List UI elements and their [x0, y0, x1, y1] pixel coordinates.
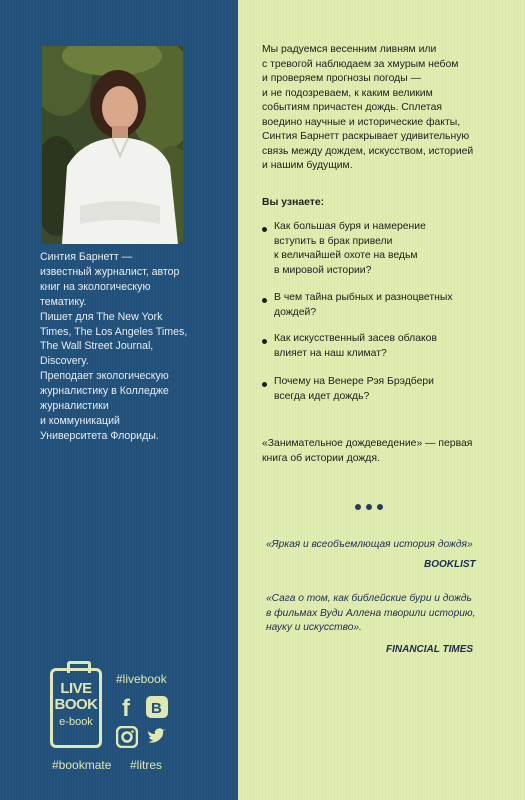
vk-icon[interactable] — [146, 696, 168, 718]
bio-line: Университета Флориды. — [40, 429, 159, 442]
bio-line: Times, The Los Angeles Times, — [40, 325, 188, 338]
publisher-brand — [50, 660, 190, 780]
bullet-dot — [262, 382, 267, 387]
livebook-hashtag[interactable]: #livebook — [116, 672, 167, 686]
learn-item-line: в мировой истории? — [274, 264, 372, 276]
intro-line: Мы радуемся весенним ливням или — [262, 44, 437, 55]
bio-line: и коммуникаций — [40, 414, 120, 427]
bullet-dot — [262, 298, 267, 303]
author-bio — [40, 250, 220, 444]
ornament-dot — [377, 504, 383, 510]
bio-line: Discovery. — [40, 355, 89, 368]
quote-line: науку и искусство». — [266, 622, 362, 633]
learn-item-line: всегда идет дождь? — [274, 390, 370, 402]
learn-item — [274, 291, 453, 320]
ornament-dots — [355, 497, 395, 505]
intro-line: и проверяем прогнозы погоды — — [262, 73, 421, 84]
logo-line-book: BOOK — [54, 696, 98, 713]
quote-financial-times — [266, 592, 475, 636]
author-photo — [42, 46, 183, 244]
closing-line: книга об истории дождя. — [262, 452, 380, 464]
bio-line: Пишет для The New York — [40, 310, 163, 323]
bio-line: The Wall Street Journal, — [40, 340, 154, 353]
learn-item-line: Почему на Венере Рэя Брэдбери — [274, 376, 434, 387]
learn-item — [274, 375, 434, 404]
bio-line: журналистику в Колледже — [40, 385, 169, 398]
quote-line: в фильмах Вуди Аллена творили историю, — [266, 607, 476, 619]
intro-line: связь между дождем, искусством, историей — [262, 145, 474, 157]
intro-line: с тревогой наблюдаем за хмурым небом — [262, 58, 459, 70]
logo-line-live: LIVE — [60, 680, 92, 697]
intro-paragraph — [262, 43, 473, 174]
vk-glyph: B — [151, 700, 162, 717]
learn-item-line: влияет на наш климат? — [274, 347, 387, 359]
litres-hashtag[interactable]: #litres — [130, 758, 163, 772]
intro-line: воедино научные и исторические факты, — [262, 116, 461, 128]
instagram-icon[interactable] — [116, 726, 138, 748]
ornament-dot — [355, 504, 361, 510]
facebook-glyph: f — [122, 696, 130, 718]
bio-line: журналистики — [40, 400, 109, 413]
quote-line: «Сага о том, как библейские бури и дождь — [266, 593, 472, 604]
bio-line: книг на экологическую — [40, 280, 151, 293]
intro-line: событиям причастен дождь. Сплетая — [262, 102, 442, 113]
bullet-dot — [262, 227, 267, 232]
learn-item-line: вступить в брак привели — [274, 235, 393, 247]
bio-line: Преподает экологическую — [40, 370, 169, 383]
bio-line: Синтия Барнетт — — [40, 251, 133, 263]
quote-source-financial-times: FINANCIAL TIMES — [386, 644, 474, 655]
bookmate-hashtag[interactable]: #bookmate — [52, 758, 112, 772]
learn-item-line: В чем тайна рыбных и разноцветных — [274, 292, 453, 303]
learn-item — [274, 220, 426, 278]
learn-heading: Вы узнаете: — [262, 197, 325, 208]
facebook-icon[interactable] — [116, 696, 138, 718]
ornament-dot — [366, 504, 372, 510]
intro-line: и нашим будущим. — [262, 160, 353, 171]
intro-line: и не подозреваем, к каким великим — [262, 87, 433, 99]
quote-booklist — [266, 538, 473, 553]
learn-item-line: Как искусственный засев облаков — [274, 333, 437, 344]
intro-line: Синтия Барнетт раскрывает удивительную — [262, 131, 470, 142]
bio-line: известный журналист, автор — [40, 265, 180, 278]
twitter-icon[interactable] — [146, 726, 168, 748]
logo-tab — [67, 661, 91, 673]
quote-line: «Яркая и всеобъемлющая история дождя» — [266, 539, 473, 550]
learn-item — [274, 332, 437, 361]
closing-paragraph — [262, 437, 472, 466]
bullet-dot — [262, 339, 267, 344]
quote-source-booklist: BOOKLIST — [424, 559, 476, 570]
learn-item-line: к величайшей охоте на ведьм — [274, 250, 418, 261]
closing-line: «Занимательное дождеведение» — первая — [262, 438, 473, 449]
logo-line-ebook: e-book — [59, 716, 93, 728]
learn-item-line: дождей? — [274, 306, 317, 318]
learn-item-line: Как большая буря и намерение — [274, 221, 426, 232]
bio-line: тематику. — [40, 295, 87, 308]
livebook-logo — [50, 668, 102, 748]
